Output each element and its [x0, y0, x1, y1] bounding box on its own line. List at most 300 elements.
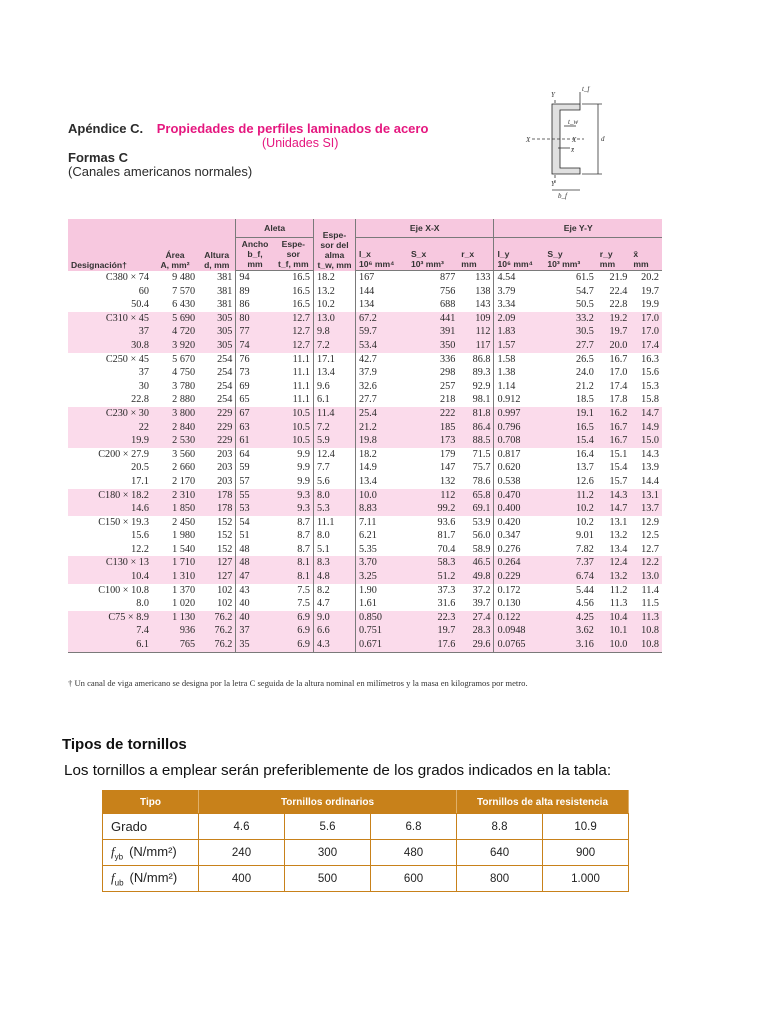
table-cell: 17.0: [630, 325, 662, 339]
table-cell: 14.4: [641, 475, 659, 487]
bolt-header-alta: Tornillos de alta resistencia: [457, 791, 629, 814]
table-footnote: † Un canal de viga americano se designa por la letra C seguida de la altura nominal en milímetros y la masa en kilogramos por metro.: [68, 678, 528, 688]
table-cell: 58.9: [472, 543, 491, 555]
bolt-symbol-subscript: yb: [114, 852, 124, 862]
table-cell: 37: [236, 624, 274, 638]
table-cell: 48: [236, 543, 274, 557]
table-cell: 0.276: [494, 543, 544, 557]
table-cell: 11.3: [609, 598, 628, 610]
table-cell: 9.3: [274, 489, 314, 503]
table-cell: 11.1: [292, 367, 311, 379]
table-cell: 16.7: [609, 353, 628, 365]
table-cell: 8.1: [274, 556, 314, 570]
table-cell: 13.2: [609, 530, 628, 542]
bolt-value: 1.000: [543, 866, 629, 892]
table-cell: 6.6: [314, 624, 356, 638]
table-cell: 16.4: [575, 448, 594, 460]
table-cell: 22.8: [609, 299, 628, 311]
table-cell: 9.9: [297, 462, 311, 474]
table-cell: 5.35: [355, 543, 407, 557]
table-cell: 81.8: [458, 407, 494, 421]
table-cell: 13.7: [575, 462, 594, 474]
table-cell: 381: [217, 299, 233, 311]
table-cell: 40: [236, 611, 274, 625]
table-cell: 14.9: [630, 421, 662, 435]
table-cell: 936: [152, 624, 198, 638]
appendix-units: (Unidades SI): [262, 136, 339, 150]
table-cell: 2 450: [172, 516, 196, 528]
bolt-row: [103, 814, 629, 840]
table-cell: 51.2: [408, 570, 458, 584]
table-cell: 0.912: [494, 393, 544, 407]
table-cell: 4.54: [494, 271, 544, 285]
table-cell: 102: [217, 584, 233, 596]
table-cell: 756: [440, 285, 456, 297]
table-cell: 17.0: [609, 367, 628, 379]
header-area: Área A, mm²: [152, 219, 198, 271]
table-group: [68, 556, 662, 583]
table-cell: 19.9: [641, 299, 659, 311]
channel-section-diagram: [524, 86, 614, 200]
table-cell: 117: [458, 339, 494, 353]
table-group: [68, 448, 662, 489]
table-cell: 37: [68, 325, 152, 339]
table-group: [68, 271, 662, 312]
table-cell: 16.2: [597, 407, 631, 421]
diagram-label-d: d: [601, 135, 605, 143]
table-cell: 13.2: [314, 285, 356, 299]
table-cell: 13.4: [314, 366, 356, 380]
table-cell: 0.229: [494, 570, 544, 584]
table-cell: 61: [236, 434, 274, 448]
header-espesor: Espe- sor t_f, mm: [274, 238, 314, 271]
diagram-label-tf: t_f: [582, 86, 590, 93]
table-cell: 14.3: [641, 448, 659, 460]
table-cell: 10.4: [68, 570, 152, 584]
table-group: [68, 407, 662, 448]
table-cell: 12.7: [274, 312, 314, 326]
table-cell: 0.620: [494, 461, 544, 475]
table-cell: 12.5: [641, 530, 659, 542]
table-cell: 229: [198, 421, 236, 435]
table-row: [68, 584, 662, 598]
table-cell: 7.37: [544, 556, 596, 570]
header-iy: I_y 10⁶ mm⁴: [494, 238, 544, 271]
table-cell: 30.5: [544, 325, 596, 339]
table-cell: 3.34: [494, 298, 544, 312]
table-cell: 0.538: [494, 475, 544, 489]
table-cell: 43: [236, 584, 274, 598]
table-cell: 877: [440, 272, 456, 283]
table-cell: 8.1: [274, 570, 314, 584]
table-cell: 59.7: [355, 325, 407, 339]
appendix-label: Apéndice C.: [68, 121, 144, 136]
table-cell: 25.4: [355, 407, 407, 421]
table-row: [68, 624, 662, 638]
table-cell: 7 570: [172, 285, 196, 297]
table-cell: 37.3: [437, 584, 456, 596]
bolt-symbol: f: [111, 869, 115, 885]
table-cell: 10.8: [630, 638, 662, 652]
table-row: [68, 638, 662, 652]
header-rx: r_x mm: [458, 238, 494, 271]
table-cell: C100 × 10.8: [98, 584, 149, 596]
bolt-unit: (N/mm²): [129, 869, 178, 885]
table-cell: 67.2: [355, 312, 407, 326]
table-row: [68, 312, 662, 326]
appendix-forms: Formas C: [68, 150, 128, 165]
table-cell: 3 920: [152, 339, 198, 353]
table-cell: 46.5: [458, 556, 494, 570]
table-cell: 15.3: [641, 380, 659, 392]
table-cell: 11.1: [314, 516, 356, 530]
table-cell: 58.3: [408, 556, 458, 570]
bolt-value: 300: [285, 840, 371, 866]
table-cell: 4.7: [314, 597, 356, 611]
header-sx: S_x 10³ mm³: [408, 238, 458, 271]
bolt-unit: (N/mm²): [129, 843, 177, 859]
table-cell: 6.21: [355, 529, 407, 543]
table-group: [68, 489, 662, 516]
table-cell: 6.9: [274, 638, 314, 652]
bolt-value: 4.6: [199, 814, 285, 840]
table-cell: 8.0: [136, 598, 149, 610]
table-cell: 17.0: [630, 312, 662, 326]
table-cell: 9.6: [314, 380, 356, 394]
table-cell: 18.2: [314, 271, 356, 285]
header-ancho: Ancho b_f, mm: [236, 238, 274, 271]
table-cell: 19.8: [355, 434, 407, 448]
table-cell: 3.70: [355, 556, 407, 570]
table-cell: 11.4: [641, 584, 659, 596]
header-aleta: Aleta: [236, 219, 314, 238]
table-cell: 20.2: [641, 272, 659, 283]
table-cell: 8.7: [297, 543, 311, 555]
table-cell: 127: [198, 556, 236, 570]
table-cell: 12.4: [314, 448, 356, 462]
table-cell: 17.1: [131, 475, 149, 487]
table-cell: 32.6: [355, 380, 407, 394]
header-sy: S_y 10³ mm³: [544, 238, 596, 271]
table-cell: 12.9: [641, 516, 659, 528]
table-cell: 0.817: [494, 448, 544, 462]
table-row: [68, 529, 662, 543]
table-cell: 27.7: [544, 339, 596, 353]
table-cell: 10.2: [575, 516, 594, 528]
table-cell: 22.4: [609, 285, 628, 297]
table-cell: 17.8: [609, 394, 628, 406]
bolt-value: 6.8: [371, 814, 457, 840]
table-cell: 2 660: [172, 462, 196, 474]
table-cell: 12.7: [274, 339, 314, 353]
table-cell: 1.83: [494, 325, 544, 339]
bolt-value: 640: [457, 840, 543, 866]
table-cell: 16.3: [641, 353, 659, 365]
bolt-grades-table: [102, 790, 629, 892]
table-cell: 2 530: [152, 434, 198, 448]
table-row: [68, 271, 662, 285]
table-cell: 24.0: [575, 367, 594, 379]
table-cell: 152: [217, 530, 233, 542]
table-cell: 1 540: [172, 543, 196, 555]
table-cell: 69: [236, 380, 274, 394]
table-row: [68, 407, 662, 421]
table-cell: 10.2: [314, 298, 356, 312]
diagram-label-xbar: x̄: [571, 146, 575, 154]
table-cell: 19.1: [544, 407, 596, 421]
table-cell: 11.5: [641, 598, 659, 610]
table-cell: 13.9: [641, 462, 659, 474]
table-cell: 70.4: [437, 543, 456, 555]
table-cell: 350: [408, 339, 458, 353]
table-row: [68, 448, 662, 462]
table-cell: 10.1: [597, 624, 631, 638]
table-cell: 2 170: [172, 475, 196, 487]
table-cell: 254: [217, 394, 233, 406]
table-cell: 78.6: [472, 475, 491, 487]
table-cell: 1.38: [494, 366, 544, 380]
table-cell: 4.25: [544, 611, 596, 625]
table-row: [68, 339, 662, 353]
table-cell: 9.01: [575, 530, 594, 542]
diagram-label-bf: b_f: [558, 192, 567, 200]
table-cell: 15.1: [609, 448, 628, 460]
table-cell: 61.5: [575, 272, 594, 283]
table-row: [68, 611, 662, 625]
table-cell: 89: [236, 285, 274, 299]
table-cell: 15.7: [609, 475, 628, 487]
table-cell: 254: [217, 367, 233, 379]
table-cell: 19.2: [597, 312, 631, 326]
bolt-header-ordinarios: Tornillos ordinarios: [199, 791, 457, 814]
table-cell: 55: [236, 489, 274, 503]
table-cell: 381: [217, 285, 233, 297]
table-cell: 2 840: [152, 421, 198, 435]
table-cell: 3.62: [544, 624, 596, 638]
table-cell: 1 370: [172, 584, 196, 596]
table-cell: 178: [198, 502, 236, 516]
table-cell: 13.4: [609, 543, 628, 555]
table-cell: 4.56: [575, 598, 594, 610]
table-cell: 178: [198, 489, 236, 503]
table-cell: C150 × 19.3: [98, 516, 149, 528]
diagram-label-y-bottom: Y: [551, 180, 555, 188]
table-cell: 7.82: [575, 543, 594, 555]
table-cell: 15.6: [641, 367, 659, 379]
table-row: [68, 298, 662, 312]
table-cell: 13.4: [355, 475, 407, 489]
table-cell: 5.9: [314, 434, 356, 448]
table-cell: 9 480: [172, 271, 196, 283]
bolt-value: 8.8: [457, 814, 543, 840]
table-cell: 28.3: [458, 624, 494, 638]
table-cell: 203: [217, 462, 233, 474]
table-cell: 229: [198, 407, 236, 421]
table-cell: 6 430: [172, 299, 196, 311]
table-cell: 19.7: [641, 285, 659, 297]
table-cell: 86.8: [472, 353, 491, 365]
table-cell: 11.2: [609, 584, 628, 596]
table-cell: 12.7: [274, 325, 314, 339]
bolt-value: 240: [199, 840, 285, 866]
table-cell: 14.6: [68, 502, 152, 516]
table-cell: 92.9: [472, 380, 491, 392]
table-cell: 3 560: [172, 448, 196, 460]
table-cell: 0.347: [494, 529, 544, 543]
table-cell: 48: [236, 556, 274, 570]
table-cell: 4.3: [314, 638, 356, 652]
table-cell: 132: [440, 475, 456, 487]
table-cell: 86: [236, 298, 274, 312]
section-intro: Los tornillos a emplear serán preferiblemente de los grados indicados en la tabla:: [64, 762, 612, 779]
table-cell: 0.796: [494, 421, 544, 435]
table-row: [68, 393, 662, 407]
table-cell: 15.6: [131, 530, 149, 542]
bolt-value: 400: [199, 866, 285, 892]
table-cell: 53.9: [472, 516, 491, 528]
table-cell: 17.6: [408, 638, 458, 652]
table-cell: 5.6: [314, 475, 356, 489]
table-cell: 0.130: [494, 597, 544, 611]
table-cell: 89.3: [472, 367, 491, 379]
header-designacion: Designación†: [68, 219, 152, 271]
table-cell: 127: [198, 570, 236, 584]
table-cell: 2 880: [172, 394, 196, 406]
diagram-label-y-top: Y: [551, 91, 555, 99]
channel-properties-table: [68, 219, 662, 653]
table-row: [68, 543, 662, 557]
table-group: [68, 611, 662, 652]
table-cell: 0.751: [355, 624, 407, 638]
table-cell: 441: [408, 312, 458, 326]
table-cell: 203: [217, 475, 233, 487]
table-cell: 1 310: [152, 570, 198, 584]
bolt-value: 900: [543, 840, 629, 866]
table-row: [68, 516, 662, 530]
table-cell: 10.5: [274, 407, 314, 421]
table-cell: 229: [198, 434, 236, 448]
bolt-row: [103, 866, 629, 892]
table-cell: 0.0948: [494, 624, 544, 638]
table-cell: 17.4: [630, 339, 662, 353]
table-cell: 9.8: [314, 325, 356, 339]
table-cell: 0.400: [494, 502, 544, 516]
table-cell: C200 × 27.9: [98, 448, 149, 460]
table-cell: 12.4: [597, 556, 631, 570]
table-cell: 13.7: [630, 502, 662, 516]
table-cell: 254: [217, 380, 233, 392]
table-group: [68, 516, 662, 557]
table-cell: 22.8: [131, 394, 149, 406]
table-cell: 27.4: [458, 611, 494, 625]
table-row: [68, 556, 662, 570]
table-cell: 7.2: [314, 339, 356, 353]
table-cell: 47: [236, 570, 274, 584]
table-cell: 109: [458, 312, 494, 326]
table-cell: 30.8: [68, 339, 152, 353]
table-cell: 16.5: [544, 421, 596, 435]
bolt-value: 10.9: [543, 814, 629, 840]
header-ix: I_x 10⁶ mm⁴: [355, 238, 407, 271]
table-cell: 13.0: [630, 570, 662, 584]
table-cell: 81.7: [437, 530, 456, 542]
table-cell: 1.14: [494, 380, 544, 394]
table-cell: 69.1: [458, 502, 494, 516]
bolt-value: 500: [285, 866, 371, 892]
table-cell: 88.5: [458, 434, 494, 448]
table-cell: 133: [475, 272, 491, 283]
table-cell: 30: [138, 380, 149, 392]
diagram-label-x-right: X: [572, 136, 577, 144]
table-cell: 0.470: [494, 489, 544, 503]
table-cell: 10.2: [544, 502, 596, 516]
table-cell: 31.6: [437, 598, 456, 610]
table-cell: 5.3: [314, 502, 356, 516]
table-cell: 9.9: [297, 475, 311, 487]
table-cell: 185: [408, 421, 458, 435]
table-cell: 4 720: [152, 325, 198, 339]
table-cell: 0.850: [355, 611, 407, 625]
table-cell: 0.172: [494, 584, 544, 598]
appendix-subtitle: (Canales americanos normales): [68, 164, 253, 179]
table-cell: 1.61: [355, 597, 407, 611]
table-cell: 59: [236, 461, 274, 475]
table-cell: 6.74: [544, 570, 596, 584]
table-cell: 13.1: [630, 489, 662, 503]
table-cell: 1.58: [494, 353, 544, 367]
table-cell: 10.5: [274, 434, 314, 448]
table-cell: 65: [236, 393, 274, 407]
table-cell: 8.2: [314, 584, 356, 598]
table-cell: 40: [236, 597, 274, 611]
table-cell: 12.7: [641, 543, 659, 555]
table-cell: 1 020: [172, 598, 196, 610]
bolt-value: 800: [457, 866, 543, 892]
section-title: Tipos de tornillos: [62, 736, 187, 753]
table-cell: 152: [217, 516, 233, 528]
table-cell: 22: [68, 421, 152, 435]
table-cell: 254: [217, 353, 233, 365]
table-cell: 14.7: [630, 407, 662, 421]
table-row: [68, 353, 662, 367]
table-cell: 37.9: [355, 366, 407, 380]
table-cell: 8.7: [297, 530, 311, 542]
table-cell: 98.1: [472, 394, 491, 406]
bolt-row: [103, 840, 629, 866]
bolt-value: 600: [371, 866, 457, 892]
table-cell: 112: [408, 489, 458, 503]
table-cell: 76.2: [198, 624, 236, 638]
table-cell: 3.79: [494, 285, 544, 299]
table-group: [68, 584, 662, 611]
table-cell: 99.2: [408, 502, 458, 516]
table-cell: 21.2: [575, 380, 594, 392]
table-row: [68, 421, 662, 435]
table-cell: 5.44: [575, 584, 594, 596]
table-cell: 93.6: [437, 516, 456, 528]
table-cell: 4 750: [172, 367, 196, 379]
table-cell: 42.7: [355, 353, 407, 367]
table-cell: 222: [408, 407, 458, 421]
table-cell: 336: [440, 353, 456, 365]
table-cell: 21.9: [609, 272, 628, 283]
table-cell: 3 780: [172, 380, 196, 392]
table-cell: 5 670: [172, 353, 196, 365]
table-cell: 7.7: [314, 461, 356, 475]
table-cell: 65.8: [458, 489, 494, 503]
table-cell: 2.09: [494, 312, 544, 326]
table-cell: 60: [138, 285, 149, 297]
